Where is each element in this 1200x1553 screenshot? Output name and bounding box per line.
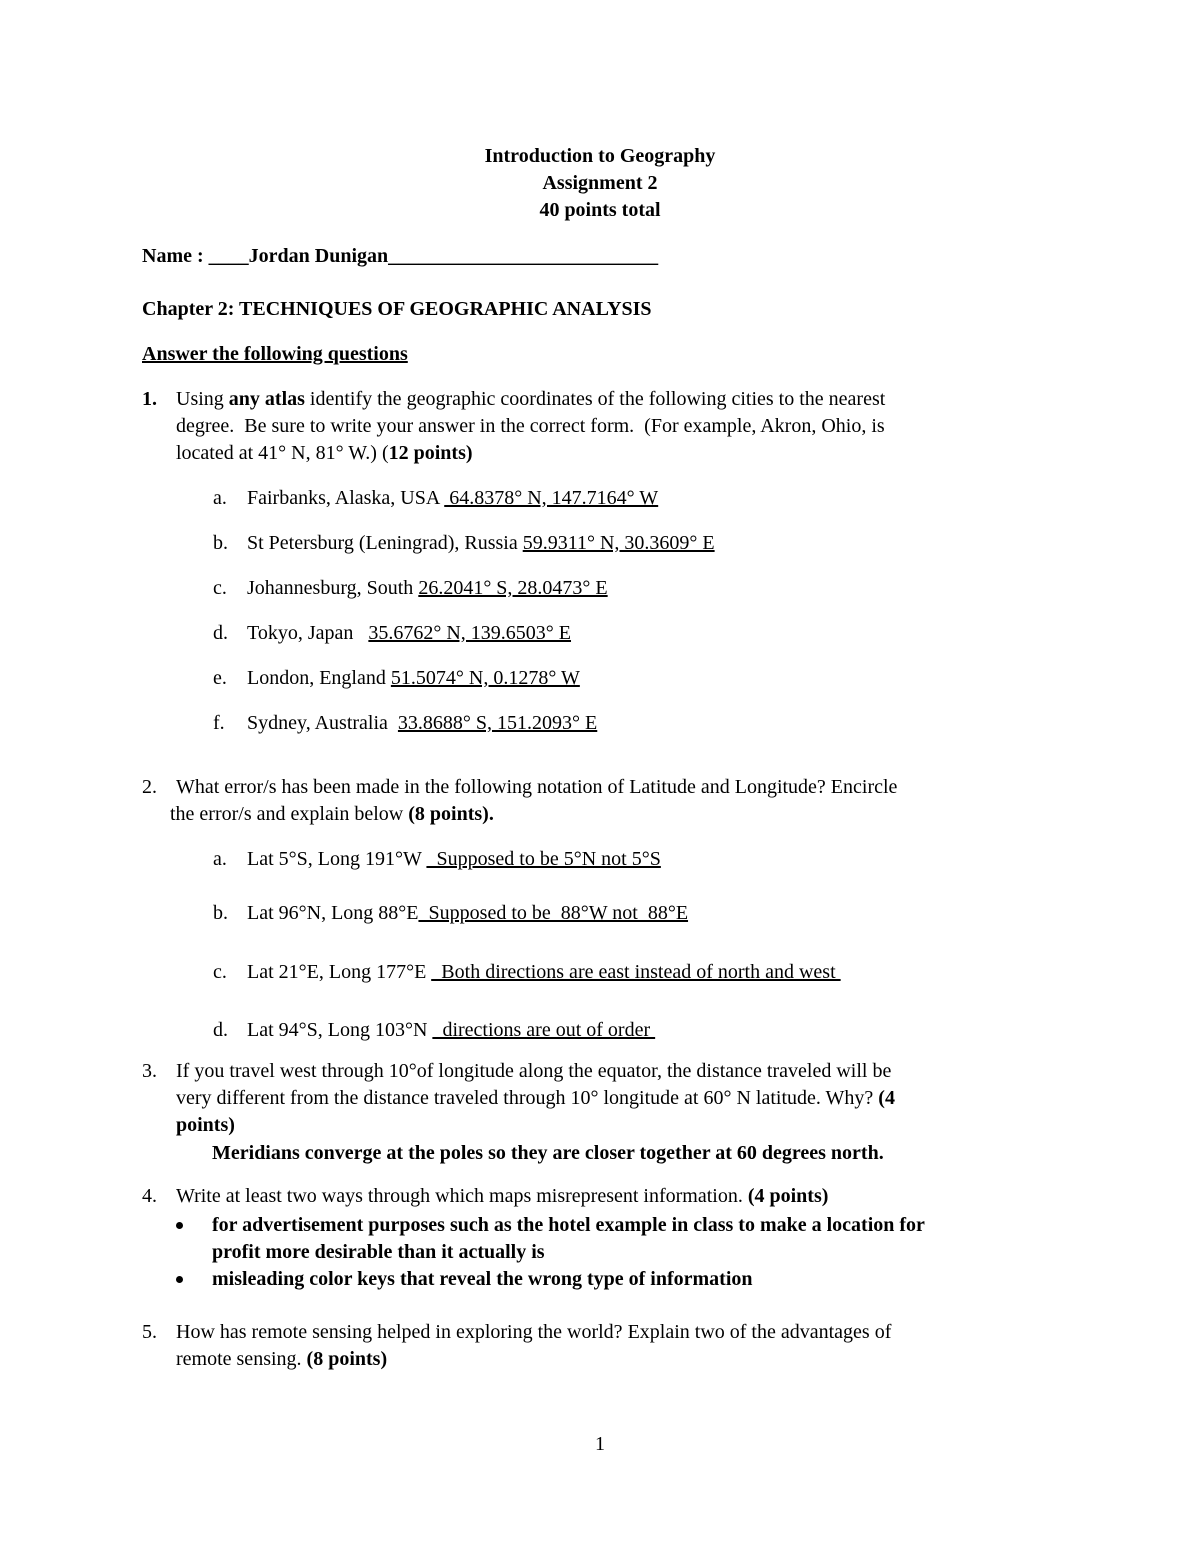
- bullet-icon: [176, 1276, 183, 1283]
- item-prompt: Sydney, Australia: [247, 712, 398, 734]
- list-item: [247, 576, 608, 600]
- item-answer: 59.9311° N, 30.3609° E: [522, 532, 715, 554]
- q3-text: If you travel west through 10°of longitude along the equator, the distance traveled will be: [176, 1060, 892, 1082]
- q2-number: 2.: [142, 776, 157, 798]
- item-prompt: Johannesburg, South: [247, 577, 419, 599]
- item-answer: _Supposed to be 88°W not 88°E: [418, 902, 689, 924]
- q4-answer-2: misleading color keys that reveal the wrong type of information: [212, 1268, 753, 1290]
- q4-text: Write at least two ways through which maps misrepresent information. (4 points): [176, 1185, 829, 1207]
- doc-title: Introduction to Geography: [484, 145, 716, 167]
- item-answer: _Supposed to be 5°N not 5°S: [426, 848, 661, 870]
- list-item: [247, 847, 661, 871]
- total-points: 40 points total: [539, 199, 661, 221]
- doc-subtitle: Assignment 2: [542, 172, 658, 194]
- instruction-heading: Answer the following questions: [142, 343, 408, 365]
- item-prompt: St Petersburg (Leningrad), Russia: [247, 532, 523, 554]
- item-prompt: Lat 5°S, Long 191°W: [247, 848, 427, 870]
- page-number: 1: [595, 1433, 605, 1455]
- item-letter: f.: [213, 712, 225, 734]
- q5-text-2: remote sensing. (8 points): [176, 1348, 388, 1370]
- q3-number: 3.: [142, 1060, 157, 1082]
- name-field: Name : ____Jordan Dunigan___________________________: [142, 245, 659, 267]
- list-item: [247, 666, 580, 690]
- item-prompt: Fairbanks, Alaska, USA: [247, 487, 445, 509]
- item-prompt: Lat 21°E, Long 177°E: [247, 961, 432, 983]
- q3-points: points): [176, 1114, 235, 1136]
- item-prompt: Lat 94°S, Long 103°N: [247, 1019, 433, 1041]
- q5-number: 5.: [142, 1321, 157, 1343]
- item-answer: 33.8688° S, 151.2093° E: [397, 712, 598, 734]
- list-item: [247, 486, 658, 510]
- q2-text-2: the error/s and explain below (8 points).: [170, 803, 494, 825]
- q4-answer-1-cont: profit more desirable than it actually is: [212, 1241, 545, 1263]
- item-letter: c.: [213, 577, 227, 599]
- list-item: [247, 531, 715, 555]
- q3-answer: Meridians converge at the poles so they are closer together at 60 degrees north.: [212, 1142, 884, 1164]
- item-answer: 35.6762° N, 139.6503° E: [368, 622, 572, 644]
- q1-number: 1.: [142, 388, 157, 410]
- item-letter: b.: [213, 902, 228, 924]
- item-letter: c.: [213, 961, 227, 983]
- q4-number: 4.: [142, 1185, 157, 1207]
- item-answer: 26.2041° S, 28.0473° E: [418, 577, 608, 599]
- item-letter: a.: [213, 848, 227, 870]
- list-item: [247, 1018, 655, 1042]
- item-letter: a.: [213, 487, 227, 509]
- list-item: [247, 960, 841, 984]
- item-prompt: Tokyo, Japan: [247, 622, 369, 644]
- q2-text: What error/s has been made in the following notation of Latitude and Longitude? Encircle: [176, 776, 898, 798]
- q3-text-2: very different from the distance traveled through 10° longitude at 60° N latitude. Why? (4: [176, 1087, 895, 1109]
- item-prompt: Lat 96°N, Long 88°E: [247, 902, 419, 924]
- item-letter: d.: [213, 1019, 228, 1041]
- item-answer: _directions are out of order: [432, 1019, 656, 1041]
- item-letter: e.: [213, 667, 227, 689]
- q1-text: Using any atlas identify the geographic coordinates of the following cities to the nearest: [176, 388, 886, 410]
- q5-text: How has remote sensing helped in exploring the world? Explain two of the advantages of: [176, 1321, 892, 1343]
- bullet-icon: [176, 1222, 183, 1229]
- item-answer: 64.8378° N, 147.7164° W: [444, 487, 659, 509]
- q1-text-3: located at 41° N, 81° W.) (12 points): [176, 442, 473, 464]
- item-answer: 51.5074° N, 0.1278° W: [390, 667, 580, 689]
- q1-text-2: degree. Be sure to write your answer in the correct form. (For example, Akron, Ohio, is: [176, 415, 885, 437]
- item-letter: d.: [213, 622, 228, 644]
- item-letter: b.: [213, 532, 228, 554]
- item-answer: _Both directions are east instead of north and west: [431, 961, 841, 983]
- chapter-heading: Chapter 2: TECHNIQUES OF GEOGRAPHIC ANALYSIS: [142, 298, 652, 320]
- list-item: [247, 711, 597, 735]
- q4-answer-1: for advertisement purposes such as the hotel example in class to make a location for: [212, 1214, 925, 1236]
- list-item: [247, 901, 688, 925]
- item-prompt: London, England: [247, 667, 391, 689]
- list-item: [247, 621, 571, 645]
